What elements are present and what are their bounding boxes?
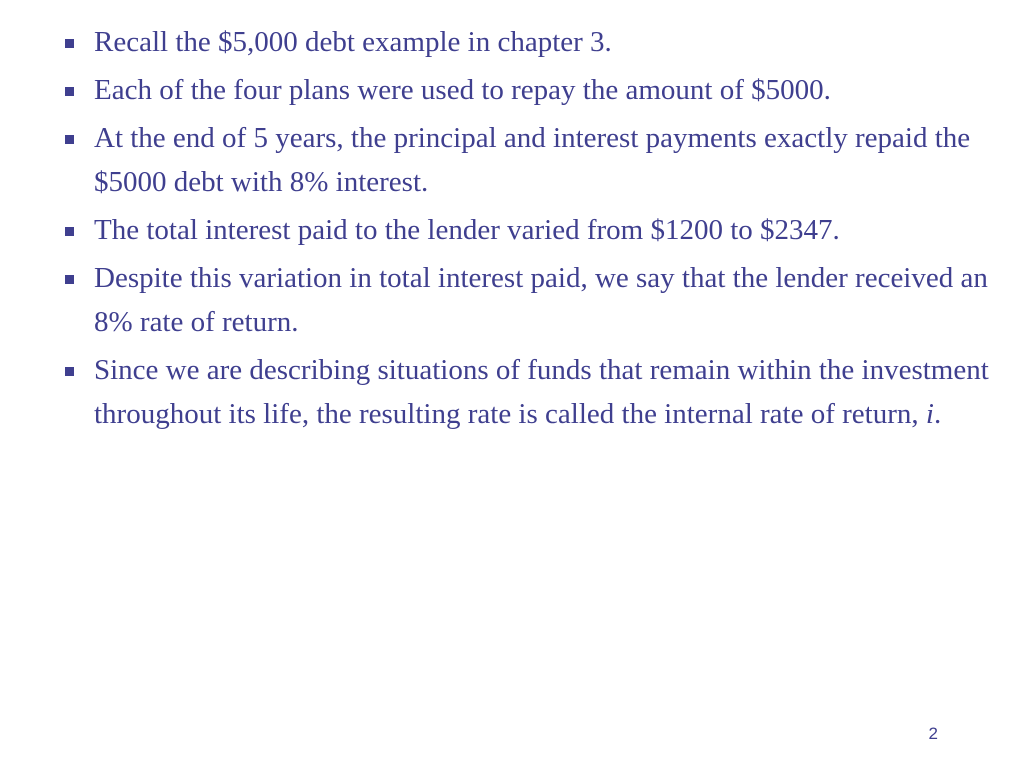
square-bullet-icon bbox=[65, 135, 74, 144]
bullet-text: Recall the $5,000 debt example in chapter 3. bbox=[94, 26, 612, 58]
square-bullet-icon bbox=[65, 87, 74, 96]
bullet-item bbox=[60, 68, 1000, 112]
square-bullet-icon bbox=[65, 227, 74, 236]
bullet-item bbox=[60, 256, 1000, 344]
bullet-text: Despite this variation in total interest paid, we say that the lender received an 8% rate of return. bbox=[94, 262, 988, 338]
bullet-text-end: . bbox=[933, 398, 942, 430]
bullet-item bbox=[60, 348, 1000, 436]
square-bullet-icon bbox=[65, 39, 74, 48]
square-bullet-icon bbox=[65, 275, 74, 284]
bullet-text: At the end of 5 years, the principal and interest payments exactly repaid the $5000 debt with 8% interest. bbox=[94, 122, 971, 198]
bullet-list bbox=[60, 20, 1000, 440]
bullet-item bbox=[60, 116, 1000, 204]
variable-i: i bbox=[925, 398, 934, 430]
square-bullet-icon bbox=[65, 367, 74, 376]
bullet-item bbox=[60, 20, 1000, 64]
bullet-text bbox=[94, 354, 989, 430]
bullet-item bbox=[60, 208, 1000, 252]
bullet-text: The total interest paid to the lender varied from $1200 to $2347. bbox=[94, 214, 840, 246]
page-number: 2 bbox=[928, 724, 938, 743]
bullet-text: Each of the four plans were used to repay the amount of $5000. bbox=[94, 74, 831, 106]
bullet-text-main: Since we are describing situations of funds that remain within the investment throughout its life, the resulting rate is called the internal rate of return, bbox=[94, 354, 989, 430]
